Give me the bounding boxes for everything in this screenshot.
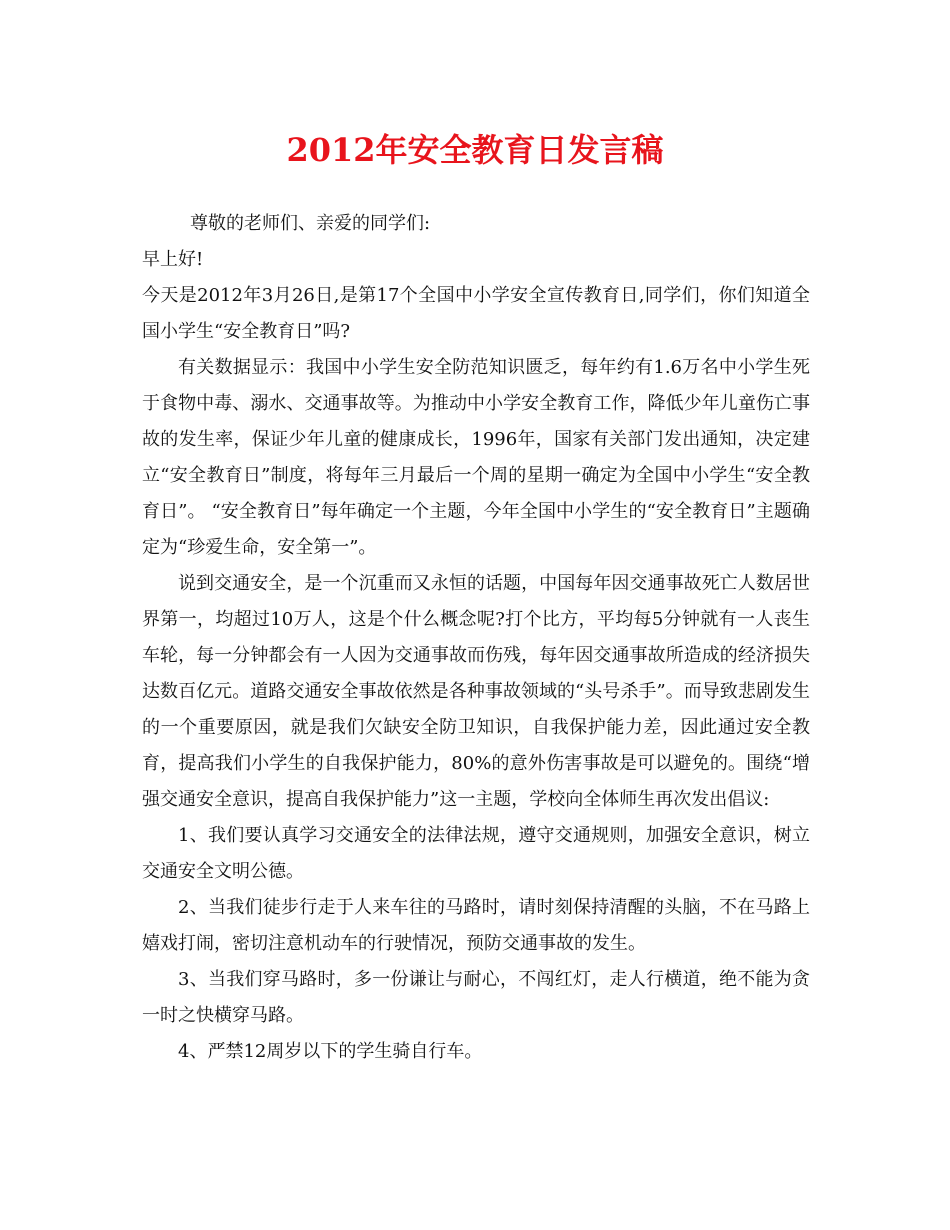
proposal-item-3: 3、当我们穿马路时，多一份谦让与耐心，不闯红灯，走人行横道，绝不能为贪一时之快横穿马路。 (142, 969, 810, 1026)
proposal-item-4: 4、严禁12周岁以下的学生骑自行车。 (178, 1041, 483, 1062)
paragraph-statistics: 有关数据显示：我国中小学生安全防范知识匮乏，每年约有1.6万名中小学生死于食物中毒、溺水、交通事故等。为推动中小学安全教育工作，降低少年儿童伤亡事故的发生率，保证少年儿童的健康成长，1996年，国家有关部门发出通知，决定建立“安全教育日”制度，将每年三月最后一个周的星期一确定为全国中小学生“安全教育日”。 “安全教育日”每年确定一个主题，今年全国中小学生的“安全教育日”主题确定为“珍爱生命，安全第一”。 (142, 357, 810, 558)
salutation: 尊敬的老师们、亲爱的同学们: (190, 213, 431, 234)
paragraph-traffic-safety: 说到交通安全，是一个沉重而又永恒的话题，中国每年因交通事故死亡人数居世界第一，均超过10万人，这是个什么概念呢?打个比方，平均每5分钟就有一人丧生车轮，每一分钟都会有一人因为交通事故而伤残，每年因交通事故所造成的经济损失达数百亿元。道路交通安全事故依然是各种事故领域的“头号杀手”。而导致悲剧发生的一个重要原因，就是我们欠缺安全防卫知识，自我保护能力差，因此通过安全教育，提高我们小学生的自我保护能力，80%的意外伤害事故是可以避免的。围绕“增强交通安全意识，提高自我保护能力”这一主题，学校向全体师生再次发出倡议: (142, 573, 810, 810)
document-title: 2012年安全教育日发言稿 (286, 131, 664, 169)
proposal-item-2: 2、当我们徒步行走于人来车往的马路时，请时刻保持清醒的头脑，不在马路上嬉戏打闹，密切注意机动车的行驶情况，预防交通事故的发生。 (142, 897, 810, 954)
paragraph-intro: 今天是2012年3月26日,是第17个全国中小学安全宣传教育日,同学们，你们知道全国小学生“安全教育日”吗? (142, 285, 810, 342)
proposal-item-1: 1、我们要认真学习交通安全的法律法规，遵守交通规则，加强安全意识，树立交通安全文明公德。 (142, 825, 810, 882)
document-body (142, 206, 810, 1070)
greeting: 早上好! (142, 249, 204, 270)
